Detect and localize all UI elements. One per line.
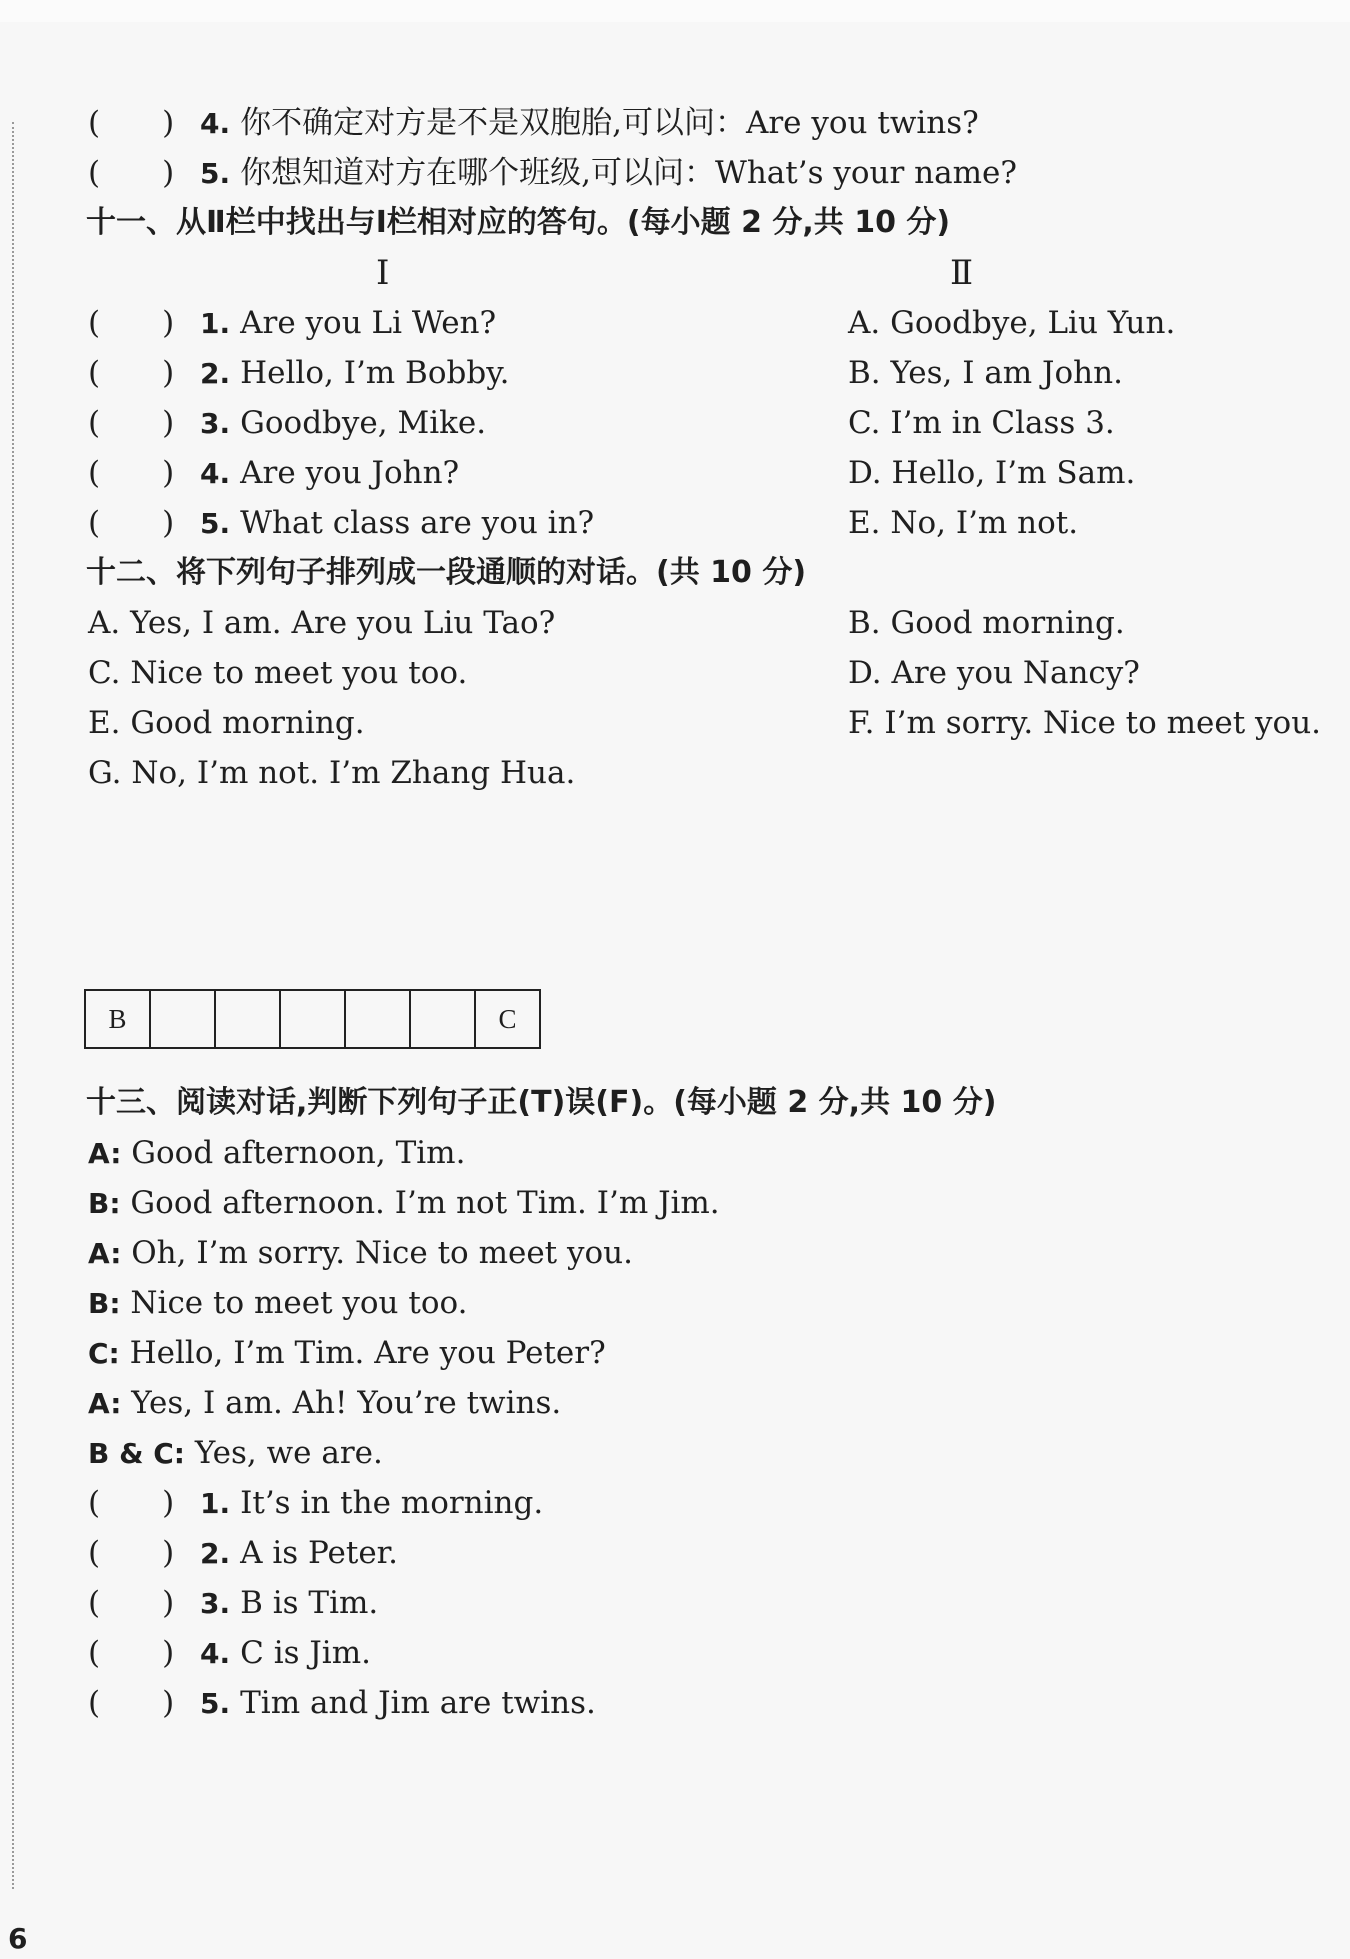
statement-text: C is Jim. — [240, 1635, 371, 1671]
answer-blank[interactable]: ( ) — [88, 1535, 175, 1571]
dialogue-text: Good afternoon. I’m not Tim. I’m Jim. — [130, 1185, 720, 1221]
item-number: 4. — [200, 107, 231, 140]
match-row-4 — [88, 449, 1310, 497]
answer-blank[interactable]: ( ) — [88, 305, 175, 341]
item-number: 2. — [200, 1537, 231, 1570]
answer-option: A. Goodbye, Liu Yun. — [848, 305, 1176, 341]
speaker-label: A: — [88, 1137, 122, 1170]
question-text: What class are you in? — [240, 505, 595, 541]
order-cell-6[interactable] — [411, 991, 476, 1047]
answer-blank[interactable]: ( ) — [88, 105, 175, 141]
statement-text: Tim and Jim are twins. — [240, 1685, 596, 1721]
question-text: Hello, I’m Bobby. — [240, 355, 510, 391]
item-number: 2. — [200, 357, 231, 390]
dialogue-line — [88, 1379, 1310, 1427]
item-number: 5. — [200, 1687, 231, 1720]
item-number: 3. — [200, 1587, 231, 1620]
speaker-label: A: — [88, 1237, 122, 1270]
section-12-heading: 十二、将下列句子排列成一段通顺的对话。(共 10 分) — [86, 555, 807, 590]
answer-blank[interactable]: ( ) — [88, 405, 175, 441]
tf-item-3 — [88, 1579, 1310, 1627]
dialogue-text: Good afternoon, Tim. — [131, 1135, 466, 1171]
order-cell-3[interactable] — [216, 991, 281, 1047]
dialogue-line — [88, 1279, 1310, 1327]
dialogue-text: Yes, I am. Ah! You’re twins. — [131, 1385, 562, 1421]
answer-option: D. Hello, I’m Sam. — [848, 455, 1136, 491]
speaker-label: B: — [88, 1187, 121, 1220]
answer-blank[interactable]: ( ) — [88, 1585, 175, 1621]
speaker-label: B: — [88, 1287, 121, 1320]
page-number: 6 — [8, 1922, 28, 1955]
item-number: 4. — [200, 1637, 231, 1670]
sentence-option: E. Good morning. — [88, 705, 365, 741]
item-number: 5. — [200, 507, 231, 540]
dialogue-text: Oh, I’m sorry. Nice to meet you. — [131, 1235, 633, 1271]
answer-blank[interactable]: ( ) — [88, 155, 175, 191]
item-number: 1. — [200, 307, 231, 340]
match-row-1 — [88, 299, 1310, 347]
speaker-label: B & C: — [88, 1437, 186, 1470]
worksheet-page — [0, 22, 1350, 1959]
sentence-option: G. No, I’m not. I’m Zhang Hua. — [88, 755, 576, 791]
item-number: 3. — [200, 407, 231, 440]
sentence-option: C. Nice to meet you too. — [88, 655, 468, 691]
dialogue-line — [88, 1329, 1310, 1377]
item-number: 4. — [200, 457, 231, 490]
tf-item-5 — [88, 1679, 1310, 1727]
statement-text: A is Peter. — [240, 1535, 398, 1571]
statement-text: It’s in the morning. — [240, 1485, 544, 1521]
item-number: 5. — [200, 157, 231, 190]
order-answer-grid — [84, 989, 541, 1049]
question-text: Goodbye, Mike. — [240, 405, 487, 441]
tf-item-1 — [88, 1479, 1310, 1527]
sentence-option: B. Good morning. — [848, 605, 1125, 641]
order-cell-7[interactable]: C — [498, 1004, 517, 1034]
dialogue-text: Nice to meet you too. — [130, 1285, 468, 1321]
match-row-3 — [88, 399, 1310, 447]
match-row-2 — [88, 349, 1310, 397]
question-text: Are you John? — [240, 455, 460, 491]
sentence-option: D. Are you Nancy? — [848, 655, 1140, 691]
answer-blank[interactable]: ( ) — [88, 1685, 175, 1721]
sentence-row-4 — [88, 749, 1310, 797]
top-item-5 — [88, 149, 1310, 197]
sentence-row-2 — [88, 649, 1310, 697]
dialogue-line — [88, 1229, 1310, 1277]
speaker-label: A: — [88, 1387, 122, 1420]
question-text: Are you Li Wen? — [240, 305, 497, 341]
dialogue-text: Hello, I’m Tim. Are you Peter? — [129, 1335, 606, 1371]
match-row-5 — [88, 499, 1310, 547]
top-item-4 — [88, 99, 1310, 147]
dialogue-text: Yes, we are. — [194, 1435, 383, 1471]
section-13-heading: 十三、阅读对话,判断下列句子正(T)误(F)。(每小题 2 分,共 10 分) — [86, 1085, 997, 1120]
dialogue-line — [88, 1179, 1310, 1227]
sentence-row-3 — [88, 699, 1322, 747]
binding-margin-line — [12, 122, 14, 1889]
answer-option: B. Yes, I am John. — [848, 355, 1123, 391]
order-cell-1[interactable]: B — [86, 991, 151, 1047]
item-text: 你想知道对方在哪个班级,可以问：What’s your name? — [240, 155, 1017, 191]
answer-blank[interactable]: ( ) — [88, 505, 175, 541]
column-1-label: Ⅰ — [376, 253, 390, 293]
dialogue-line — [88, 1129, 1310, 1177]
answer-blank[interactable]: ( ) — [88, 455, 175, 491]
section-11-heading: 十一、从Ⅱ栏中找出与Ⅰ栏相对应的答句。(每小题 2 分,共 10 分) — [86, 205, 951, 240]
answer-blank[interactable]: ( ) — [88, 1485, 175, 1521]
speaker-label: C: — [88, 1337, 120, 1370]
order-cell-4[interactable] — [281, 991, 346, 1047]
sentence-option: F. I’m sorry. Nice to meet you. — [848, 705, 1322, 741]
answer-option: E. No, I’m not. — [848, 505, 1079, 541]
answer-blank[interactable]: ( ) — [88, 1635, 175, 1671]
tf-item-4 — [88, 1629, 1310, 1677]
dialogue-line — [88, 1429, 1310, 1477]
column-2-label: Ⅱ — [950, 253, 974, 293]
tf-item-2 — [88, 1529, 1310, 1577]
statement-text: B is Tim. — [240, 1585, 379, 1621]
answer-blank[interactable]: ( ) — [88, 355, 175, 391]
item-text: 你不确定对方是不是双胞胎,可以问：Are you twins? — [240, 105, 979, 141]
item-number: 1. — [200, 1487, 231, 1520]
sentence-row-1 — [88, 599, 1310, 647]
answer-option: C. I’m in Class 3. — [848, 405, 1115, 441]
order-cell-5[interactable] — [346, 991, 411, 1047]
sentence-option: A. Yes, I am. Are you Liu Tao? — [88, 605, 556, 641]
order-cell-2[interactable] — [151, 991, 216, 1047]
